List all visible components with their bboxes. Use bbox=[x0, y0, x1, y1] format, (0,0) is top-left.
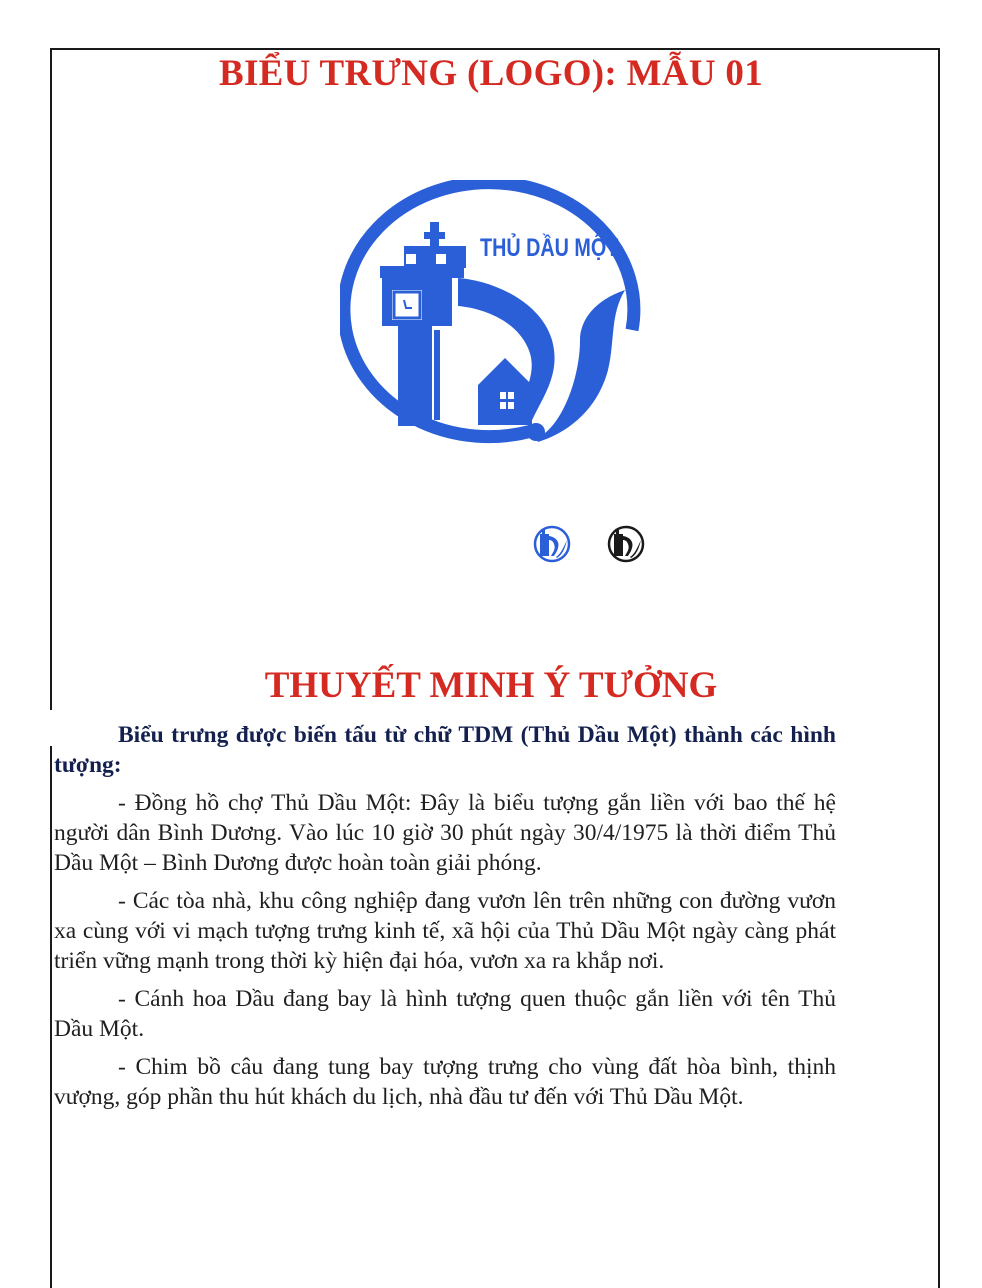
document-title: BIỂU TRƯNG (LOGO): MẪU 01 bbox=[219, 53, 763, 94]
paragraph-dove: - Chim bồ câu đang tung bay tượng trưng cho vùng đất hòa bình, thịnh vượng, góp phần thu hút khách du lịch, nhà đầu tư đến với Thủ Dầu Một. bbox=[54, 1054, 836, 1110]
description-text bbox=[54, 720, 836, 1120]
paragraph-flower: - Cánh hoa Dầu đang bay là hình tượng quen thuộc gắn liền với tên Thủ Dầu Một. bbox=[54, 986, 836, 1042]
logo-main bbox=[340, 180, 650, 450]
logo-small-mono bbox=[604, 524, 648, 564]
paragraph-clock: - Đồng hồ chợ Thủ Dầu Một: Đây là biểu tượng gắn liền với bao thế hệ người dân Bình Dương. Vào lúc 10 giờ 30 phút ngày 30/4/1975 là thời điểm Thủ Dầu Một – Bình Dương được hoàn toàn giải phóng. bbox=[54, 790, 836, 876]
logo-small-color bbox=[530, 524, 574, 564]
logo-wordmark: THỦ DẦU MỘT bbox=[480, 232, 619, 262]
intro-paragraph: Biểu trưng được biến tấu từ chữ TDM (Thủ Dầu Một) thành các hình tượng: bbox=[54, 722, 836, 778]
clock-tower-icon bbox=[380, 222, 466, 426]
house-icon bbox=[478, 358, 532, 425]
section-title: THUYẾT MINH Ý TƯỞNG bbox=[264, 665, 718, 706]
paragraph-buildings: - Các tòa nhà, khu công nghiệp đang vươn lên trên những con đường vươn xa cùng với vi mạch tượng trưng kinh tế, xã hội của Thủ Dầu Một ngày càng phát triển vững mạnh trong thời kỳ hiện đại hóa, vươn xa ra khắp nơi. bbox=[54, 888, 836, 974]
